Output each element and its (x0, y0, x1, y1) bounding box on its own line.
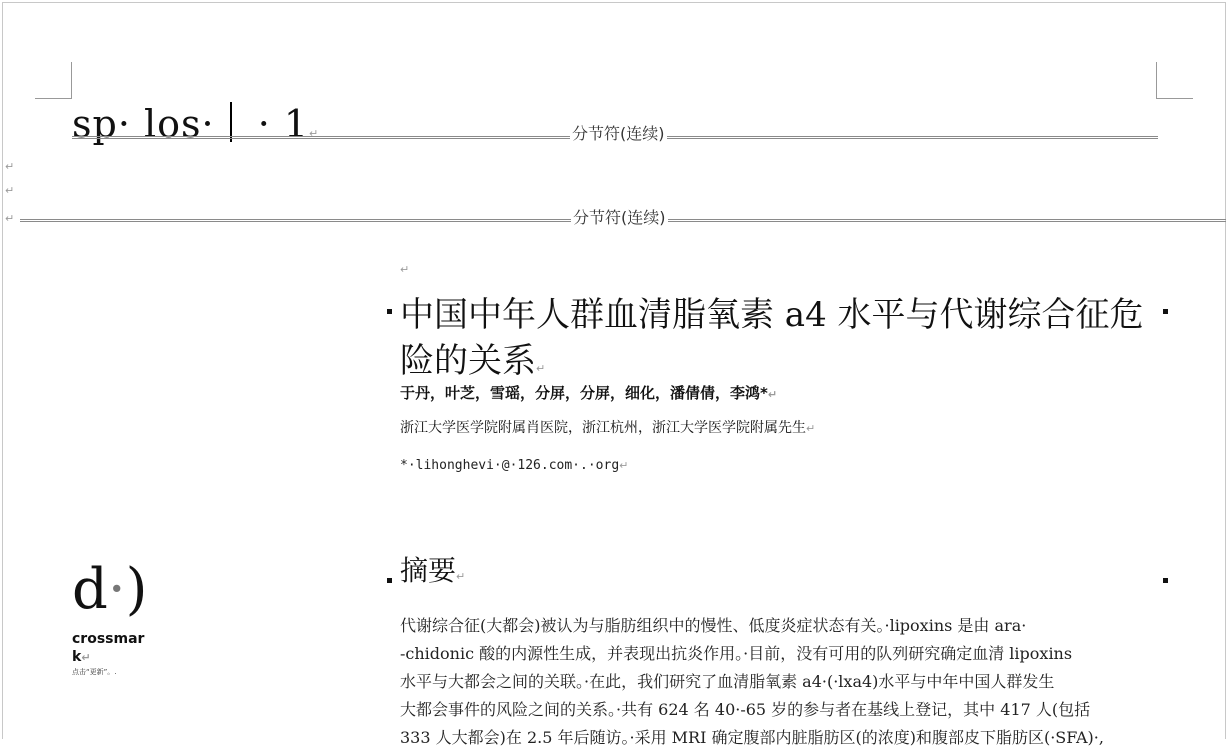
paragraph-mark: ↵ (81, 651, 91, 664)
paragraph-mark: ↵ (5, 184, 15, 197)
crossmark-sub-label: 点击“更新”。. (72, 668, 117, 676)
paragraph-mark: ↵ (619, 459, 629, 472)
paragraph-mark: ↵ (309, 127, 320, 140)
logo-glyph-right: ) (125, 557, 148, 622)
article-title-text: 中国中年人群血清脂氧素 a4 水平与代谢综合征危险的关系 (400, 295, 1144, 381)
authors-text: 于丹，叶芝，雪瑶，分屏，分屏，细化，潘倩倩，李鸿* (400, 384, 768, 402)
paragraph-mark: ↵ (5, 160, 15, 173)
header-text-left: sp· los· (72, 102, 228, 146)
logo-glyph-left: d (72, 557, 108, 622)
paragraph-mark: ↵ (456, 570, 466, 583)
logo-glyph-dot: · (107, 557, 126, 622)
margin-corner-top-right (1156, 62, 1193, 99)
paragraph-mark: ↵ (400, 263, 410, 276)
article-email[interactable] (400, 456, 628, 476)
header-text-right: · 1 (257, 102, 310, 146)
crossmark-logo[interactable] (72, 557, 182, 677)
paragraph-mark: ↵ (806, 422, 816, 435)
abstract-line: -chidonic 酸的内源性生成，并表现出抗炎作用。·目前，没有可用的队列研究确定血清 lipoxins (400, 644, 1073, 663)
paragraph-mark: ↵ (536, 362, 546, 375)
crossmark-label (72, 630, 152, 667)
crossmark-icon (72, 557, 182, 622)
abstract-heading-text: 摘要 (400, 554, 457, 587)
paragraph-format-marker (1163, 578, 1168, 583)
header-text[interactable] (72, 102, 319, 156)
paragraph-format-marker (387, 578, 392, 583)
abstract-line: 333 人大都会)在 2.5 年后随访。·采用 MRI 确定腹部内脏脂肪区(的浓度)和腹部皮下脂肪区(·SFA)·, (400, 728, 1104, 747)
paragraph-format-marker (1163, 309, 1168, 314)
paragraph-mark: ↵ (767, 388, 778, 401)
article-title[interactable] (400, 292, 1160, 392)
abstract-heading[interactable] (400, 552, 465, 596)
paragraph-mark: ↵ (5, 212, 15, 225)
email-text: *·lihonghevi·@·126.com·.·org (400, 458, 620, 473)
section-break-label: 分节符(连续) (573, 208, 666, 227)
article-authors[interactable] (400, 383, 777, 405)
abstract-line: 水平与大都会之间的关联。·在此，我们研究了血清脂氧素 a4·(·lxa4)水平与中年中国人群发生 (400, 672, 1055, 691)
article-affiliation[interactable] (400, 418, 815, 439)
paragraph-format-marker (387, 309, 392, 314)
crossmark-label-text: crossmark (72, 631, 145, 665)
abstract-body[interactable] (400, 612, 1170, 752)
abstract-line: 大都会事件的风险之间的关系。·共有 624 名 40·-65 岁的参与者在基线上登记，其中 417 人(包括 (400, 700, 1091, 719)
margin-corner-top-left (35, 62, 72, 99)
affiliation-text: 浙江大学医学院附属肖医院，浙江杭州，浙江大学医学院附属先生 (400, 420, 806, 436)
abstract-line: 代谢综合征(大都会)被认为与脂肪组织中的慢性、低度炎症状态有关。·lipoxins 是由 ara· (400, 616, 1027, 635)
section-break-label: 分节符(连续) (572, 124, 665, 143)
